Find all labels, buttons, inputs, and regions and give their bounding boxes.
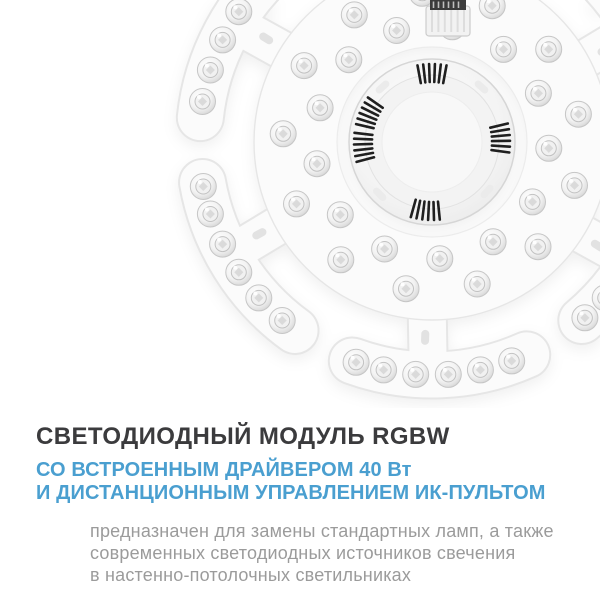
description-line-2: современных светодиодных источников свечения — [90, 542, 516, 563]
led-lens — [427, 246, 453, 272]
product-description — [90, 520, 586, 586]
led-lens — [372, 236, 398, 262]
led-lens — [464, 271, 490, 297]
led-lens — [435, 361, 461, 387]
led-lens — [572, 305, 598, 331]
led-lens — [328, 247, 354, 273]
led-lens — [197, 201, 223, 227]
led-lens — [197, 57, 223, 83]
led-lens — [210, 231, 236, 257]
subtitle-line-2: И ДИСТАНЦИОННЫМ УПРАВЛЕНИЕМ ИК-ПУЛЬТОМ — [36, 481, 546, 504]
led-lens — [284, 191, 310, 217]
led-lens — [291, 53, 317, 79]
description-line-3: в настенно-потолочных светильниках — [90, 564, 412, 585]
led-lens — [499, 348, 525, 374]
led-lens — [343, 349, 369, 375]
led-lens — [520, 189, 546, 215]
led-lens — [269, 308, 295, 334]
product-title: СВЕТОДИОДНЫЙ МОДУЛЬ RGBW — [36, 423, 450, 450]
led-lens — [467, 357, 493, 383]
led-lens — [246, 285, 272, 311]
description-line-1: предназначен для замены стандартных ламп, а также — [90, 520, 554, 541]
led-lens — [210, 27, 236, 53]
led-lens — [270, 121, 296, 147]
led-lens — [336, 47, 362, 73]
caption-block — [0, 424, 600, 586]
led-lens — [403, 361, 429, 387]
product-subtitle — [36, 459, 586, 505]
subtitle-line-1: СО ВСТРОЕННЫМ ДРАЙВЕРОМ 40 Вт — [36, 458, 412, 481]
led-lens — [190, 174, 216, 200]
led-lens — [525, 234, 551, 260]
led-lens — [341, 2, 367, 28]
driver-unit — [349, 59, 515, 225]
led-lens — [304, 151, 330, 177]
led-lens — [562, 172, 588, 198]
led-lens — [525, 80, 551, 106]
led-lens — [536, 135, 562, 161]
led-lens — [480, 229, 506, 255]
led-lens — [565, 101, 591, 127]
wire-connector-icon — [426, 0, 470, 36]
led-lens — [384, 18, 410, 44]
led-lens — [226, 0, 252, 25]
led-lens — [307, 95, 333, 121]
led-lens — [536, 36, 562, 62]
led-lens — [226, 259, 252, 285]
led-lens — [491, 36, 517, 62]
led-lens — [327, 202, 353, 228]
mounting-slot — [421, 330, 430, 345]
led-lens — [190, 89, 216, 115]
led-lens — [393, 276, 419, 302]
led-lens — [371, 357, 397, 383]
